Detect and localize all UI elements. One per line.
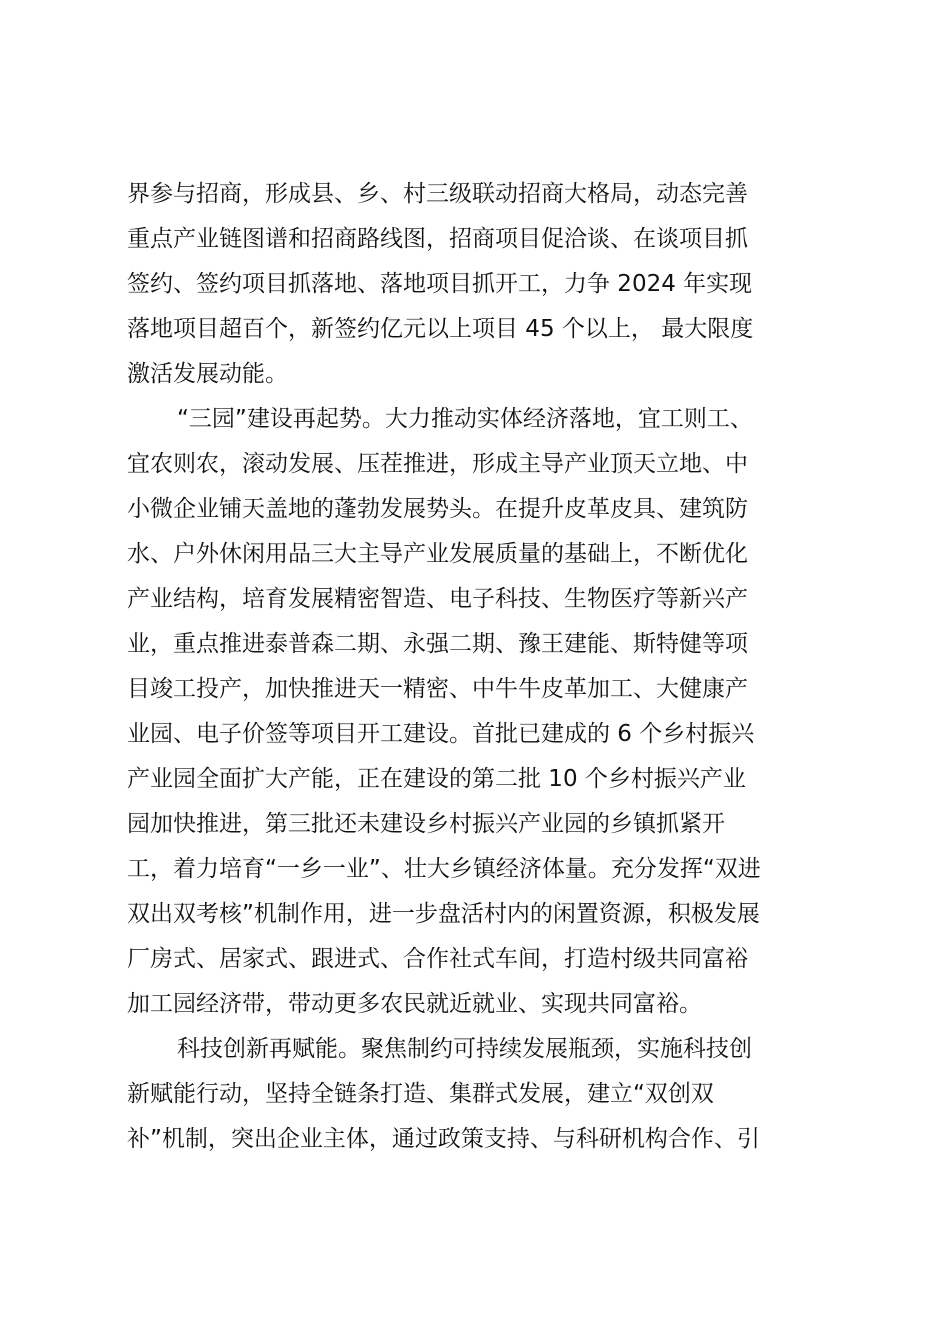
paragraph-3-line-3: 补”机制，突出企业主体，通过政策支持、与科研机构合作、引 [127,1126,760,1152]
paragraph-2-line-1: “三园”建设再起势。大力推动实体经济落地，宜工则工、 [177,406,753,432]
paragraph-2-line-4: 水、户外休闲用品三大主导产业发展质量的基础上，不断优化 [127,541,748,567]
paragraph-2-line-14: 加工园经济带，带动更多农民就近就业、实现共同富裕。 [127,991,702,1017]
paragraph-1-line-5: 激活发展动能。 [127,361,288,387]
paragraph-2-line-11: 工，着力培育“一乡一业”、壮大乡镇经济体量。充分发挥“双进 [127,856,761,882]
paragraph-2-line-10: 园加快推进，第三批还未建设乡村振兴产业园的乡镇抓紧开 [127,811,725,837]
paragraph-2-line-6: 业，重点推进泰普森二期、永强二期、豫王建能、斯特健等项 [127,631,748,657]
paragraph-2-line-3: 小微企业铺天盖地的蓬勃发展势头。在提升皮革皮具、建筑防 [127,496,748,522]
paragraph-1-line-3: 签约、签约项目抓落地、落地项目抓开工，力争 2024 年实现 [127,271,753,297]
paragraph-2-line-13: 厂房式、居家式、跟进式、合作社式车间，打造村级共同富裕 [127,946,748,972]
paragraph-2-line-9: 产业园全面扩大产能，正在建设的第二批 10 个乡村振兴产业 [127,766,746,792]
paragraph-2-line-8: 业园、电子价签等项目开工建设。首批已建成的 6 个乡村振兴 [127,721,755,747]
paragraph-2-line-5: 产业结构，培育发展精密智造、电子科技、生物医疗等新兴产 [127,586,748,612]
paragraph-1-line-1: 界参与招商，形成县、乡、村三级联动招商大格局，动态完善 [127,181,748,207]
paragraph-2-line-2: 宜农则农，滚动发展、压茬推进，形成主导产业顶天立地、中 [127,451,748,477]
paragraph-2-line-12: 双出双考核”机制作用，进一步盘活村内的闲置资源，积极发展 [127,901,760,927]
paragraph-3-line-1: 科技创新再赋能。聚焦制约可持续发展瓶颈，实施科技创 [177,1036,752,1062]
paragraph-2-line-7: 目竣工投产，加快推进天一精密、中牛牛皮革加工、大健康产 [127,676,748,702]
paragraph-1-line-2: 重点产业链图谱和招商路线图，招商项目促洽谈、在谈项目抓 [127,226,748,252]
paragraph-3-line-2: 新赋能行动，坚持全链条打造、集群式发展，建立“双创双 [127,1081,714,1107]
paragraph-1-line-4: 落地项目超百个，新签约亿元以上项目 45 个以上， 最大限度 [127,316,754,342]
